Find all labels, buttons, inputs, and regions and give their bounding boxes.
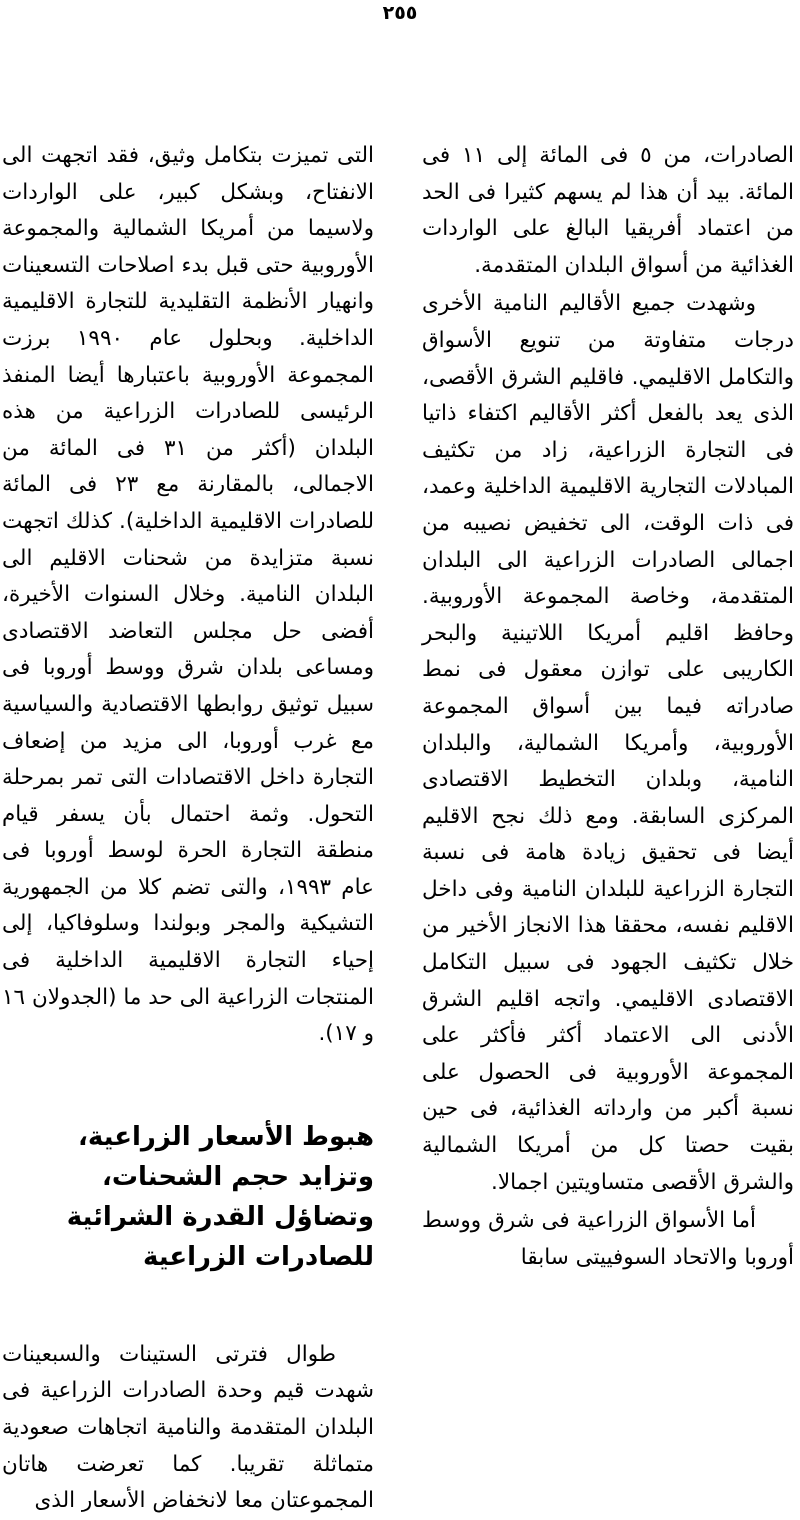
right-column xyxy=(422,138,794,1276)
body-paragraph: الصادرات، من ٥ فى المائة إلى ١١ فى المائة. بيد أن هذا لم يسهم كثيرا فى الحد من اعتماد أفريقيا البالغ على الواردات الغذائية من أسواق البلدان المتقدمة. xyxy=(422,143,794,278)
left-column xyxy=(2,138,374,1520)
body-paragraph: وشهدت جميع الأقاليم النامية الأخرى درجات متفاوتة من تنويع الأسواق والتكامل الاقليمي. فاقليم الشرق الأقصى، الذى يعد بالفعل أكثر الأقاليم اكتفاء ذاتيا فى التجارة الزراعية، زاد من تكثيف المبادلات التجارية الاقليمية الداخلية وعمد، فى ذات الوقت، الى تخفيض نصيبه من اجمالى الصادرات الزراعية الى البلدان المتقدمة، وخاصة المجموعة الأوروبية. وحافظ اقليم أمريكا اللاتينية والبحر الكاريبى على توازن معقول فى نمط صادراته فيما بين أسواق المجموعة الأوروبية، وأمريكا الشمالية، والبلدان النامية، وبلدان التخطيط الاقتصادى المركزى السابقة. ومع ذلك نجح الاقليم أيضا فى تحقيق زيادة هامة فى نسبة التجارة الزراعية للبلدان النامية وفى داخل الاقليم نفسه، محققا هذا الانجاز الأخير من خلال تكثيف الجهود فى سبيل التكامل الاقتصادى الاقليمي. واتجه اقليم الشرق الأدنى الى الاعتماد أكثر فأكثر على المجموعة الأوروبية فى الحصول على نسبة أكبر من وارداته الغذائية، فى حين بقيت حصتا كل من أمريكا الشمالية والشرق الأقصى متساويتين اجمالا. xyxy=(422,291,794,1195)
body-paragraph: طوال فترتى الستينات والسبعينات شهدت قيم وحدة الصادرات الزراعية فى البلدان المتقدمة والنامية اتجاهات صعودية متماثلة تقريبا. كما تعرضت هاتان المجموعتان معا لانخفاض الأسعار الذى xyxy=(2,1341,374,1514)
body-paragraph: أما الأسواق الزراعية فى شرق ووسط أوروبا والاتحاد السوفييتى سابقا xyxy=(422,1208,794,1270)
page-number: ٢٥٥ xyxy=(382,2,418,24)
body-paragraph: التى تميزت بتكامل وثيق، فقد اتجهت الى الانفتاح، وبشكل كبير، على الواردات ولاسيما من أمريكا الشمالية والمجموعة الأوروبية حتى قبل بدء اصلاحات التسعينات وانهيار الأنظمة التقليدية للتجارة الاقليمية الداخلية. وبحلول عام ١٩٩٠ برزت المجموعة الأوروبية باعتبارها أيضا المنفذ الرئيسى للصادرات الزراعية من هذه البلدان (أكثر من ٣١ فى المائة من الاجمالى، بالمقارنة مع ٢٣ فى المائة للصادرات الاقليمية الداخلية). كذلك اتجهت نسبة متزايدة من شحنات الاقليم الى البلدان النامية. وخلال السنوات الأخيرة، أفضى حل مجلس التعاضد الاقتصادى ومساعى بلدان شرق ووسط أوروبا فى سبيل توثيق روابطها الاقتصادية والسياسية مع غرب أوروبا، الى مزيد من إضعاف التجارة داخل الاقتصادات التى تمر بمرحلة التحول. وثمة احتمال بأن يسفر قيام منطقة التجارة الحرة لوسط أوروبا فى عام ١٩٩٣، والتى تضم كلا من الجمهورية التشيكية والمجر وبولندا وسلوفاكيا، إلى إحياء التجارة الاقليمية الداخلية فى المنتجات الزراعية الى حد ما (الجدولان ١٦ و ١٧). xyxy=(2,143,374,1047)
section-heading: هبوط الأسعار الزراعية، وتزايد حجم الشحنات، وتضاؤل القدرة الشرائية للصادرات الزراعية xyxy=(66,1121,374,1272)
